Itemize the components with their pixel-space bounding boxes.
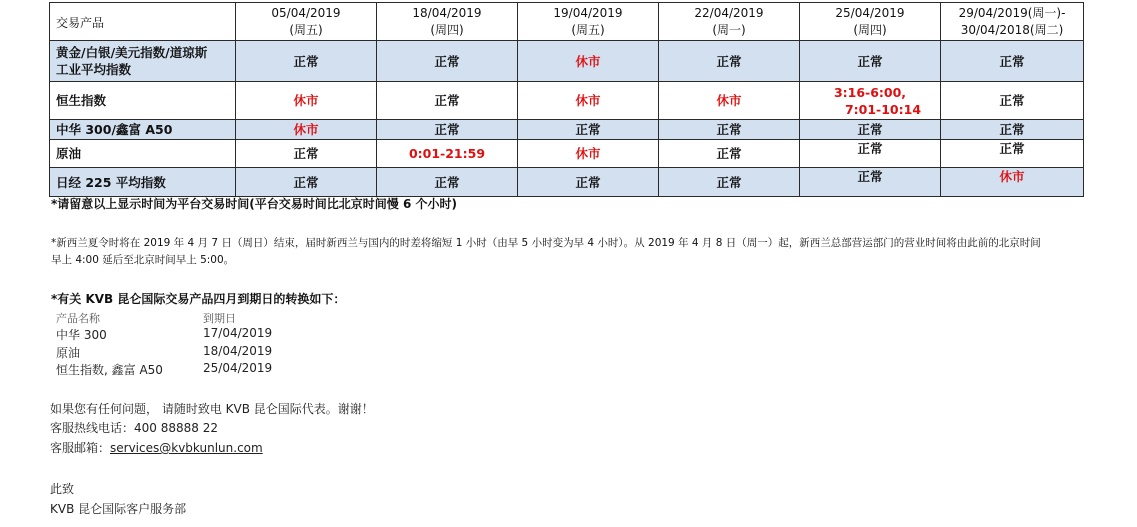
status-cell: 休市 <box>518 41 659 82</box>
status-cell: 正常 <box>518 168 659 197</box>
contact-email-label: 客服邮箱： <box>50 441 111 455</box>
status-cell: 正常 <box>800 120 941 140</box>
table-row <box>50 120 1084 140</box>
header-date: 18/04/2019 (周四) <box>377 3 518 41</box>
signature: KVB 昆仑国际客户服务部 <box>50 502 187 516</box>
status-cell: 正常 <box>941 82 1084 120</box>
status-cell: 正常 <box>377 82 518 120</box>
product-cell: 中华 300/鑫富 A50 <box>50 120 236 140</box>
header-date: 19/04/2019 (周五) <box>518 3 659 41</box>
product-cell: 日经 225 平均指数 <box>50 168 236 197</box>
status-cell: 正常 <box>941 140 1084 168</box>
status-cell: 休市 <box>518 140 659 168</box>
product-cell: 黄金/白银/美元指数/道琼斯 工业平均指数 <box>50 41 236 82</box>
maturity-product: 中华 300 <box>56 328 107 342</box>
table-row <box>50 82 1084 120</box>
nz-dst-note: *新西兰夏令时将在 2019 年 4 月 7 日（周日）结束，届时新西兰与国内的时差将缩短 1 小时（由早 5 小时变为早 4 小时）。从 2019 年 4 月 8 日（周一）起，新西兰总部营运部门的营业时间将由此前的北京时间 早上 4:00 延后至北京时间早上 5:00。 <box>51 237 1041 266</box>
maturity-date: 25/04/2019 <box>203 361 273 375</box>
trading-schedule-table <box>49 2 1084 197</box>
status-cell: 3:16-6:00, 7:01-10:14 <box>800 82 941 120</box>
maturity-product: 原油 <box>56 346 81 360</box>
table-row <box>50 168 1084 197</box>
maturity-header-name: 产品名称 <box>56 312 100 325</box>
header-date: 29/04/2019(周一)- 30/04/2018(周二) <box>941 3 1084 41</box>
platform-time-note: *请留意以上显示时间为平台交易时间(平台交易时间比北京时间慢 6 个小时) <box>51 197 457 211</box>
status-cell: 正常 <box>236 168 377 197</box>
status-cell: 正常 <box>236 140 377 168</box>
contact-hotline: 客服热线电话：400 88888 22 <box>50 421 218 435</box>
maturity-note-heading: *有关 KVB 昆仑国际交易产品四月到期日的转换如下： <box>51 292 346 306</box>
header-date: 05/04/2019 (周五) <box>236 3 377 41</box>
status-cell: 正常 <box>377 168 518 197</box>
maturity-date: 17/04/2019 <box>203 326 273 340</box>
status-cell: 正常 <box>800 168 941 197</box>
status-cell: 正常 <box>659 168 800 197</box>
contact-email-link[interactable]: services@kvbkunlun.com <box>110 441 263 455</box>
status-cell: 正常 <box>941 41 1084 82</box>
header-date: 25/04/2019 (周四) <box>800 3 941 41</box>
table-row <box>50 41 1084 82</box>
status-cell: 正常 <box>800 140 941 168</box>
maturity-date: 18/04/2019 <box>203 344 273 358</box>
status-cell: 休市 <box>518 82 659 120</box>
status-cell: 休市 <box>236 82 377 120</box>
contact-email-row <box>50 439 263 456</box>
status-cell: 0:01-21:59 <box>377 140 518 168</box>
status-cell: 正常 <box>941 120 1084 140</box>
closing-text: 此致 <box>50 482 75 496</box>
status-cell: 正常 <box>659 41 800 82</box>
status-cell: 正常 <box>659 120 800 140</box>
status-cell: 正常 <box>659 140 800 168</box>
product-cell: 恒生指数 <box>50 82 236 120</box>
contact-message: 如果您有任何问题， 请随时致电 KVB 昆仑国际代表。谢谢！ <box>50 402 374 416</box>
maturity-product: 恒生指数, 鑫富 A50 <box>56 363 163 377</box>
status-cell: 正常 <box>800 41 941 82</box>
status-cell: 正常 <box>377 120 518 140</box>
header-date: 22/04/2019 (周一) <box>659 3 800 41</box>
status-cell: 休市 <box>659 82 800 120</box>
status-cell: 正常 <box>518 120 659 140</box>
table-row <box>50 140 1084 168</box>
status-cell: 休市 <box>236 120 377 140</box>
table-header-row <box>50 3 1084 41</box>
status-cell: 正常 <box>236 41 377 82</box>
maturity-header-date: 到期日 <box>203 312 236 325</box>
header-product: 交易产品 <box>50 3 236 41</box>
status-cell: 正常 <box>377 41 518 82</box>
status-cell: 休市 <box>941 168 1084 197</box>
product-cell: 原油 <box>50 140 236 168</box>
